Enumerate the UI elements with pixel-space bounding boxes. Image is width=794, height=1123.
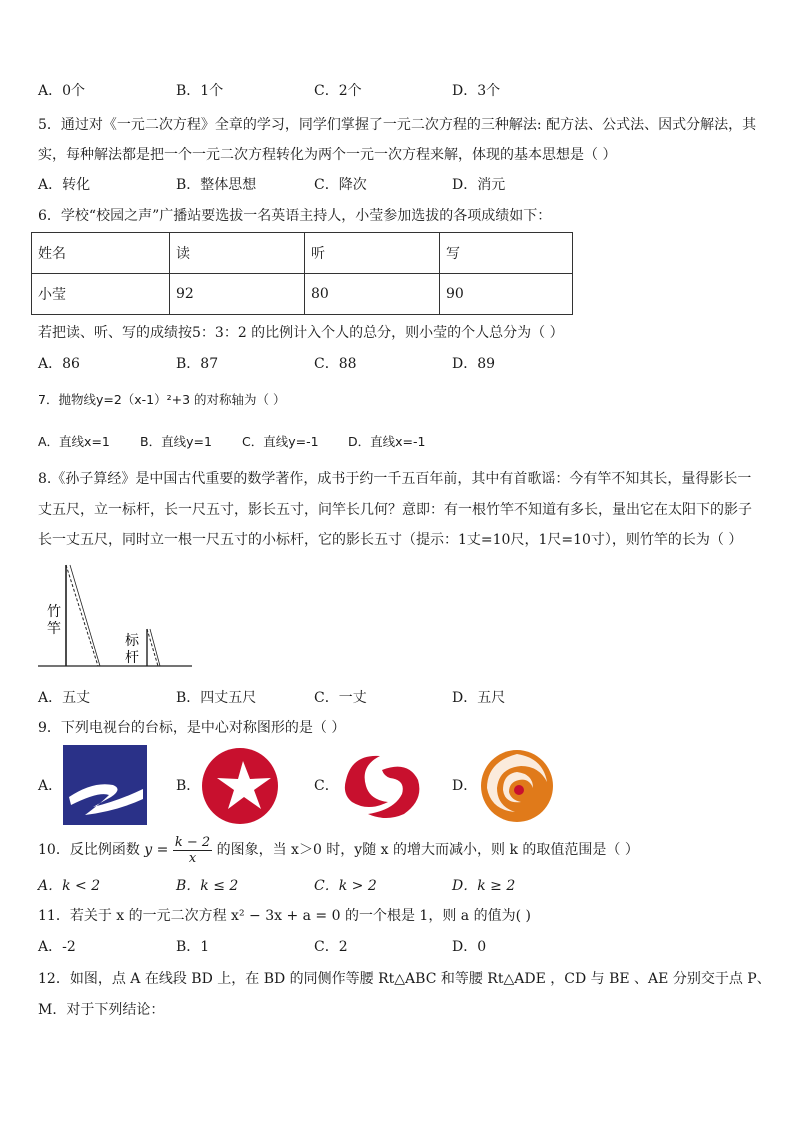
q6-stem: 6．学校“校园之声”广播站要选拔一名英语主持人，小莹参加选拔的各项成绩如下： xyxy=(38,208,552,224)
pole-shadow-ray xyxy=(66,565,98,666)
q10-stem xyxy=(38,832,639,868)
q6-option-a: A．86 xyxy=(38,356,80,372)
q9-option-a: A． xyxy=(38,778,63,794)
q10-function-lhs: y = xyxy=(144,842,169,858)
q11-option-b: B．1 xyxy=(176,939,210,955)
q10-option-d: D．k ≥ 2 xyxy=(452,878,516,894)
q5-options xyxy=(38,175,758,195)
q9-option-d: D． xyxy=(452,778,478,794)
q8-options xyxy=(38,688,758,708)
table-cell: 小莹 xyxy=(32,274,170,315)
q11-option-d: D．0 xyxy=(452,939,487,955)
table-header-cell: 听 xyxy=(305,233,440,274)
q5-option-c: C．降次 xyxy=(314,177,367,193)
q10-fraction-numerator: k − 2 xyxy=(174,834,211,850)
rod-edge-line xyxy=(150,629,160,666)
logo-c-left-swoosh xyxy=(345,756,388,807)
q6-option-d: D．89 xyxy=(452,356,496,372)
q8-option-c: C．一丈 xyxy=(314,690,367,706)
q8-option-b: B．四丈五尺 xyxy=(176,690,257,706)
q7-option-d: D．直线x=-1 xyxy=(348,434,426,449)
q4-option-a: A．0个 xyxy=(38,83,86,99)
q11-options xyxy=(38,937,758,957)
q5-option-a: A．转化 xyxy=(38,177,91,193)
q8-option-d: D．五尺 xyxy=(452,690,506,706)
pole-label-1: 竹 xyxy=(47,604,61,620)
tv-logo-c xyxy=(338,750,424,822)
q11-option-a: A．-2 xyxy=(38,939,76,955)
q7-option-b: B．直线y=1 xyxy=(140,434,212,449)
q12-stem-line1: 12．如图，点 A 在线段 BD 上，在 BD 的同侧作等腰 Rt△ABC 和等腰 Rt△ADE ，CD 与 BE 、AE 分别交于点 P、 xyxy=(38,971,771,987)
table-header-cell: 写 xyxy=(440,233,573,274)
logo-d-center-dot xyxy=(514,785,524,795)
q7-option-a: A．直线x=1 xyxy=(38,434,110,449)
q6-option-b: B．87 xyxy=(176,356,219,372)
q5-stem-line1: 5．通过对《一元二次方程》全章的学习，同学们掌握了一元二次方程的三种解法: 配方法、公式法、因式分解法，其 xyxy=(38,117,757,133)
rod-shadow-ray xyxy=(147,629,158,666)
q10-prefix: 10．反比例函数 xyxy=(38,842,140,858)
q8-shadow-figure xyxy=(36,562,196,672)
q10-option-a: A．k < 2 xyxy=(38,878,101,894)
logo-c-right-swoosh xyxy=(368,767,419,818)
q7-options xyxy=(38,432,758,452)
q7-option-c: C．直线y=-1 xyxy=(242,434,319,449)
table-cell: 90 xyxy=(440,274,573,315)
q4-option-b: B．1个 xyxy=(176,83,224,99)
tv-logo-a xyxy=(63,745,147,825)
q6-options xyxy=(38,354,758,374)
table-header-cell: 姓名 xyxy=(32,233,170,274)
table-row xyxy=(32,274,573,315)
q8-stem-line1: 8.《孙子算经》是中国古代重要的数学著作，成书于约一千五百年前，其中有首歌谣：今有竿不知其长，量得影长一 xyxy=(38,471,752,487)
q10-fraction-denominator: x xyxy=(188,850,197,866)
q10-fraction xyxy=(173,835,212,866)
q9-stem: 9．下列电视台的台标，是中心对称图形的是（ ） xyxy=(38,720,346,736)
table-header-cell: 读 xyxy=(170,233,305,274)
q10-suffix: 的图象，当 x＞0 时，y随 x 的增大而减小，则 k 的取值范围是（ ） xyxy=(216,842,639,858)
q4-options xyxy=(38,81,758,101)
table-cell: 80 xyxy=(305,274,440,315)
table-header-row xyxy=(32,233,573,274)
q8-option-a: A．五丈 xyxy=(38,690,91,706)
q11-option-c: C．2 xyxy=(314,939,348,955)
q8-stem-line2: 丈五尺，立一标杆，长一尺五寸，影长五寸，问竿长几何？意即：有一根竹竿不知道有多长，量出它在太阳下的影子 xyxy=(38,502,752,518)
tv-logo-b xyxy=(201,747,279,825)
q5-option-d: D．消元 xyxy=(452,177,506,193)
table-cell: 92 xyxy=(170,274,305,315)
q4-option-c: C．2个 xyxy=(314,83,362,99)
q5-option-b: B．整体思想 xyxy=(176,177,257,193)
q8-stem-line3: 长一丈五尺，同时立一根一尺五寸的小标杆，它的影长五寸（提示：1丈=10尺，1尺=10寸），则竹竿的长为（ ） xyxy=(38,532,743,548)
q5-stem-line2: 实，每种解法都是把一个一元二次方程转化为两个一元一次方程来解，体现的基本思想是（ ） xyxy=(38,147,617,163)
rod-label-1: 标 xyxy=(125,633,139,649)
q10-options xyxy=(38,876,758,896)
q11-stem: 11．若关于 x 的一元二次方程 x² − 3x + a = 0 的一个根是 1，则 a 的值为( ) xyxy=(38,908,531,924)
q6-option-c: C．88 xyxy=(314,356,357,372)
q6-stem-line2: 若把读、听、写的成绩按5：3：2 的比例计入个人的总分，则小莹的个人总分为（ ） xyxy=(38,325,564,341)
tv-logo-d xyxy=(479,748,555,824)
pole-edge-line xyxy=(70,565,100,666)
q7-stem: 7．抛物线y=2（x-1）²+3 的对称轴为（ ） xyxy=(38,392,286,407)
q10-option-c: C．k > 2 xyxy=(314,878,377,894)
q4-option-d: D．3个 xyxy=(452,83,501,99)
q6-score-table xyxy=(31,232,573,315)
pole-label-2: 竿 xyxy=(47,621,61,637)
q12-stem-line2: M．对于下列结论： xyxy=(38,1002,165,1018)
q10-option-b: B．k ≤ 2 xyxy=(176,878,239,894)
q9-option-b: B． xyxy=(176,778,201,794)
rod-label-2: 杆 xyxy=(125,650,139,666)
q9-option-c: C． xyxy=(314,778,339,794)
